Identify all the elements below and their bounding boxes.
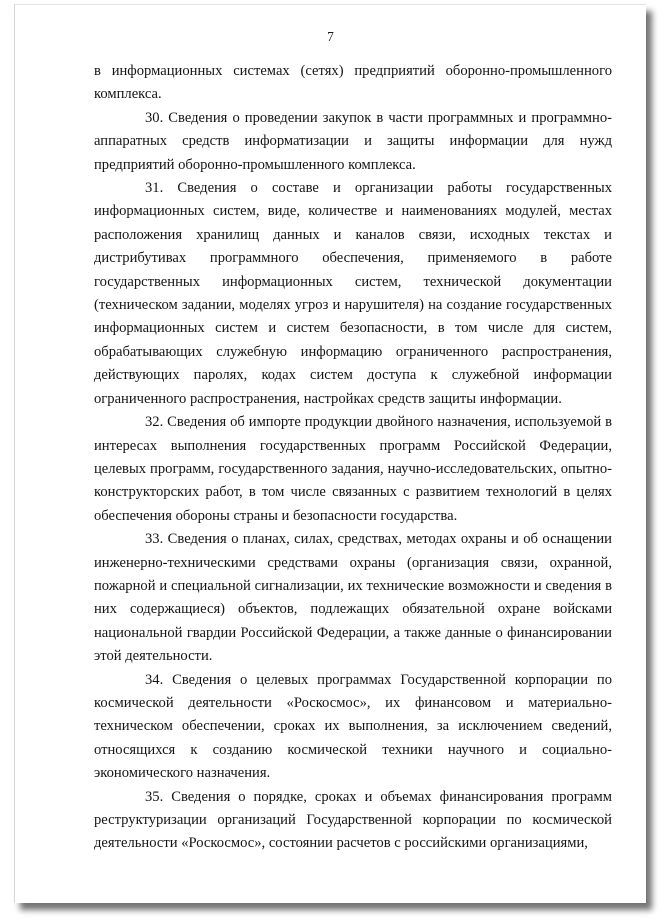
paragraph-30: 30. Сведения о проведении закупок в части программных и программно-аппаратных средств информатизации и защиты информации для нужд предприятий оборонно-промышленного комплекса. <box>94 109 612 173</box>
document-body <box>94 60 612 856</box>
paragraph-34: 34. Сведения о целевых программах Государственной корпорации по космической деятельности «Роскосмос», их финансовом и материально-техническом обеспечении, сроках их выполнения, за исключением сведений, относящихся к созданию космической техники научного и социально-экономического назначения. <box>94 671 612 782</box>
page-number: 7 <box>327 29 334 44</box>
paragraph-31: 31. Сведения о составе и организации работы государственных информационных систем, виде, количестве и наименованиях модулей, местах расположения хранилищ данных и каналов связи, исходных текстах и дистрибутивах программного обеспечения, применяемого в работе государственных информационных систем, технической документации (техническом задании, моделях угроз и нарушителя) на создание государственных информационных систем и систем безопасности, в том числе для систем, обрабатывающих служебную информацию ограниченного распространения, действующих паролях, кодах систем доступа к служебной информации ограниченного распространения, настройках средств защиты информации. <box>94 180 612 407</box>
paragraph-32: 32. Сведения об импорте продукции двойного назначения, используемой в интересах выполнения государственных программ Российской Федерации, целевых программ, государственного задания, научно-исследовательских, опытно-конструкторских работ, в том числе связанных с развитием технологий в целях обеспечения обороны страны и безопасности государства. <box>94 414 612 524</box>
paragraph-continuation: в информационных системах (сетях) предприятий оборонно-промышленного комплекса. <box>94 63 612 103</box>
paragraph-33: 33. Сведения о планах, силах, средствах, методах охраны и об оснащении инженерно-техническими средствами охраны (организация связи, охранной, пожарной и специальной сигнализации, их технические возможности и сведения в них содержащиеся) объектов, подлежащих обязательной охране войсками национальной гвардии Российской Федерации, а также данные о финансировании этой деятельности. <box>94 531 612 665</box>
paragraph-35: 35. Сведения о порядке, сроках и объемах финансирования программ реструктуризации организаций Государственной корпорации по космической деятельности «Роскосмос», состоянии расчетов с российскими организациями, <box>94 788 612 852</box>
document-page <box>14 4 646 903</box>
